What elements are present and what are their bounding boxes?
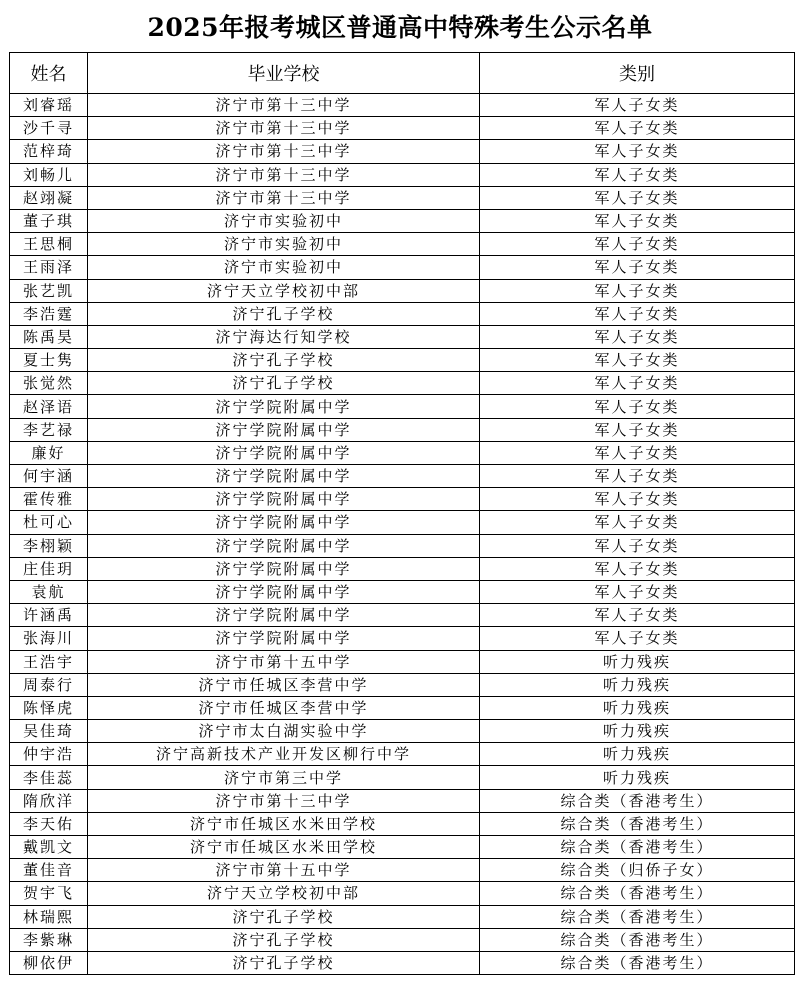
- table-row: [10, 395, 795, 418]
- cell-school: 济宁天立学校初中部: [88, 882, 480, 905]
- cell-school: 济宁学院附属中学: [88, 557, 480, 580]
- table-row: [10, 836, 795, 859]
- cell-category: 军人子女类: [480, 302, 795, 325]
- cell-name: 王浩宇: [10, 650, 88, 673]
- cell-name: 周泰行: [10, 673, 88, 696]
- cell-name: 董子琪: [10, 209, 88, 232]
- cell-category: 听力残疾: [480, 650, 795, 673]
- table-row: [10, 696, 795, 719]
- cell-school: 济宁天立学校初中部: [88, 279, 480, 302]
- cell-name: 袁航: [10, 580, 88, 603]
- table-row: [10, 650, 795, 673]
- cell-category: 军人子女类: [480, 534, 795, 557]
- cell-category: 军人子女类: [480, 395, 795, 418]
- table-row: [10, 557, 795, 580]
- cell-category: 军人子女类: [480, 580, 795, 603]
- cell-name: 李浩霆: [10, 302, 88, 325]
- cell-name: 廉好: [10, 441, 88, 464]
- table-row: [10, 488, 795, 511]
- cell-name: 柳依伊: [10, 951, 88, 974]
- cell-name: 贺宇飞: [10, 882, 88, 905]
- cell-name: 张艺凯: [10, 279, 88, 302]
- cell-name: 沙千寻: [10, 117, 88, 140]
- table-row: [10, 186, 795, 209]
- cell-school: 济宁市第十五中学: [88, 650, 480, 673]
- cell-school: 济宁市第十三中学: [88, 163, 480, 186]
- cell-school: 济宁学院附属中学: [88, 465, 480, 488]
- cell-category: 军人子女类: [480, 604, 795, 627]
- cell-category: 军人子女类: [480, 627, 795, 650]
- cell-school: 济宁孔子学校: [88, 928, 480, 951]
- table-row: [10, 604, 795, 627]
- cell-category: 综合类（香港考生）: [480, 905, 795, 928]
- cell-name: 范梓琦: [10, 140, 88, 163]
- cell-name: 董佳音: [10, 859, 88, 882]
- cell-category: 听力残疾: [480, 720, 795, 743]
- table-row: [10, 743, 795, 766]
- cell-category: 综合类（香港考生）: [480, 928, 795, 951]
- candidate-table: [9, 52, 795, 975]
- cell-name: 刘畅儿: [10, 163, 88, 186]
- cell-category: 军人子女类: [480, 256, 795, 279]
- cell-category: 军人子女类: [480, 511, 795, 534]
- cell-school: 济宁学院附属中学: [88, 441, 480, 464]
- cell-school: 济宁市第三中学: [88, 766, 480, 789]
- table-row: [10, 580, 795, 603]
- cell-category: 军人子女类: [480, 465, 795, 488]
- cell-school: 济宁学院附属中学: [88, 418, 480, 441]
- table-row: [10, 441, 795, 464]
- table-row: [10, 372, 795, 395]
- table-row: [10, 233, 795, 256]
- cell-category: 军人子女类: [480, 186, 795, 209]
- cell-name: 王雨泽: [10, 256, 88, 279]
- table-row: [10, 418, 795, 441]
- table-body: [10, 94, 795, 975]
- cell-school: 济宁海达行知学校: [88, 325, 480, 348]
- table-row: [10, 534, 795, 557]
- cell-category: 军人子女类: [480, 233, 795, 256]
- cell-category: 综合类（香港考生）: [480, 882, 795, 905]
- cell-name: 赵翊凝: [10, 186, 88, 209]
- table-row: [10, 789, 795, 812]
- cell-category: 军人子女类: [480, 117, 795, 140]
- cell-school: 济宁学院附属中学: [88, 511, 480, 534]
- cell-school: 济宁市实验初中: [88, 233, 480, 256]
- cell-category: 军人子女类: [480, 349, 795, 372]
- cell-name: 李天佑: [10, 812, 88, 835]
- cell-school: 济宁市任城区李营中学: [88, 673, 480, 696]
- cell-category: 军人子女类: [480, 418, 795, 441]
- table-row: [10, 302, 795, 325]
- cell-name: 隋欣洋: [10, 789, 88, 812]
- cell-school: 济宁孔子学校: [88, 372, 480, 395]
- cell-school: 济宁市第十五中学: [88, 859, 480, 882]
- cell-category: 军人子女类: [480, 94, 795, 117]
- cell-name: 赵泽语: [10, 395, 88, 418]
- table-row: [10, 349, 795, 372]
- table-row: [10, 673, 795, 696]
- cell-name: 庄佳玥: [10, 557, 88, 580]
- table-row: [10, 951, 795, 974]
- cell-school: 济宁市第十三中学: [88, 140, 480, 163]
- cell-school: 济宁高新技术产业开发区柳行中学: [88, 743, 480, 766]
- cell-school: 济宁孔子学校: [88, 302, 480, 325]
- column-header-category: 类别: [480, 53, 795, 94]
- cell-name: 霍传雅: [10, 488, 88, 511]
- table-row: [10, 511, 795, 534]
- column-header-name: 姓名: [10, 53, 88, 94]
- cell-name: 李栩颖: [10, 534, 88, 557]
- cell-category: 综合类（香港考生）: [480, 812, 795, 835]
- cell-name: 戴凯文: [10, 836, 88, 859]
- table-row: [10, 720, 795, 743]
- cell-category: 军人子女类: [480, 441, 795, 464]
- table-row: [10, 766, 795, 789]
- cell-name: 仲宇浩: [10, 743, 88, 766]
- cell-name: 李佳蕊: [10, 766, 88, 789]
- cell-school: 济宁市任城区水米田学校: [88, 812, 480, 835]
- table-row: [10, 163, 795, 186]
- cell-school: 济宁学院附属中学: [88, 395, 480, 418]
- table-row: [10, 94, 795, 117]
- cell-school: 济宁市太白湖实验中学: [88, 720, 480, 743]
- cell-name: 陈禹昊: [10, 325, 88, 348]
- table-row: [10, 465, 795, 488]
- cell-school: 济宁孔子学校: [88, 349, 480, 372]
- table-row: [10, 279, 795, 302]
- table-row: [10, 140, 795, 163]
- cell-name: 杜可心: [10, 511, 88, 534]
- cell-category: 听力残疾: [480, 696, 795, 719]
- cell-category: 综合类（香港考生）: [480, 951, 795, 974]
- table-row: [10, 812, 795, 835]
- cell-school: 济宁学院附属中学: [88, 627, 480, 650]
- cell-category: 听力残疾: [480, 766, 795, 789]
- table-row: [10, 882, 795, 905]
- cell-name: 夏士隽: [10, 349, 88, 372]
- cell-name: 何宇涵: [10, 465, 88, 488]
- table-row: [10, 325, 795, 348]
- cell-school: 济宁学院附属中学: [88, 534, 480, 557]
- cell-school: 济宁市第十三中学: [88, 789, 480, 812]
- cell-school: 济宁市第十三中学: [88, 94, 480, 117]
- table-row: [10, 117, 795, 140]
- cell-name: 吴佳琦: [10, 720, 88, 743]
- cell-category: 军人子女类: [480, 279, 795, 302]
- cell-name: 刘睿瑶: [10, 94, 88, 117]
- cell-name: 张海川: [10, 627, 88, 650]
- cell-name: 许涵禹: [10, 604, 88, 627]
- cell-name: 王思桐: [10, 233, 88, 256]
- table-row: [10, 209, 795, 232]
- cell-school: 济宁市任城区李营中学: [88, 696, 480, 719]
- cell-name: 李艺禄: [10, 418, 88, 441]
- cell-category: 军人子女类: [480, 325, 795, 348]
- cell-name: 陈怿虎: [10, 696, 88, 719]
- cell-school: 济宁市实验初中: [88, 256, 480, 279]
- cell-category: 军人子女类: [480, 209, 795, 232]
- cell-school: 济宁市实验初中: [88, 209, 480, 232]
- cell-school: 济宁学院附属中学: [88, 604, 480, 627]
- cell-category: 综合类（香港考生）: [480, 789, 795, 812]
- cell-category: 军人子女类: [480, 488, 795, 511]
- table-row: [10, 905, 795, 928]
- cell-category: 军人子女类: [480, 163, 795, 186]
- cell-category: 综合类（香港考生）: [480, 836, 795, 859]
- cell-category: 军人子女类: [480, 557, 795, 580]
- cell-school: 济宁市第十三中学: [88, 186, 480, 209]
- cell-name: 林瑞熙: [10, 905, 88, 928]
- cell-category: 军人子女类: [480, 372, 795, 395]
- cell-name: 李紫琳: [10, 928, 88, 951]
- cell-name: 张觉然: [10, 372, 88, 395]
- cell-category: 听力残疾: [480, 743, 795, 766]
- table-row: [10, 928, 795, 951]
- table-row: [10, 256, 795, 279]
- cell-school: 济宁孔子学校: [88, 951, 480, 974]
- cell-school: 济宁市任城区水米田学校: [88, 836, 480, 859]
- table-row: [10, 859, 795, 882]
- page-title: 2025年报考城区普通高中特殊考生公示名单: [147, 13, 653, 42]
- cell-school: 济宁学院附属中学: [88, 580, 480, 603]
- cell-school: 济宁市第十三中学: [88, 117, 480, 140]
- table-row: [10, 627, 795, 650]
- column-header-school: 毕业学校: [88, 53, 480, 94]
- cell-category: 听力残疾: [480, 673, 795, 696]
- cell-school: 济宁孔子学校: [88, 905, 480, 928]
- cell-school: 济宁学院附属中学: [88, 488, 480, 511]
- table-header-row: [10, 53, 795, 94]
- cell-category: 综合类（归侨子女）: [480, 859, 795, 882]
- cell-category: 军人子女类: [480, 140, 795, 163]
